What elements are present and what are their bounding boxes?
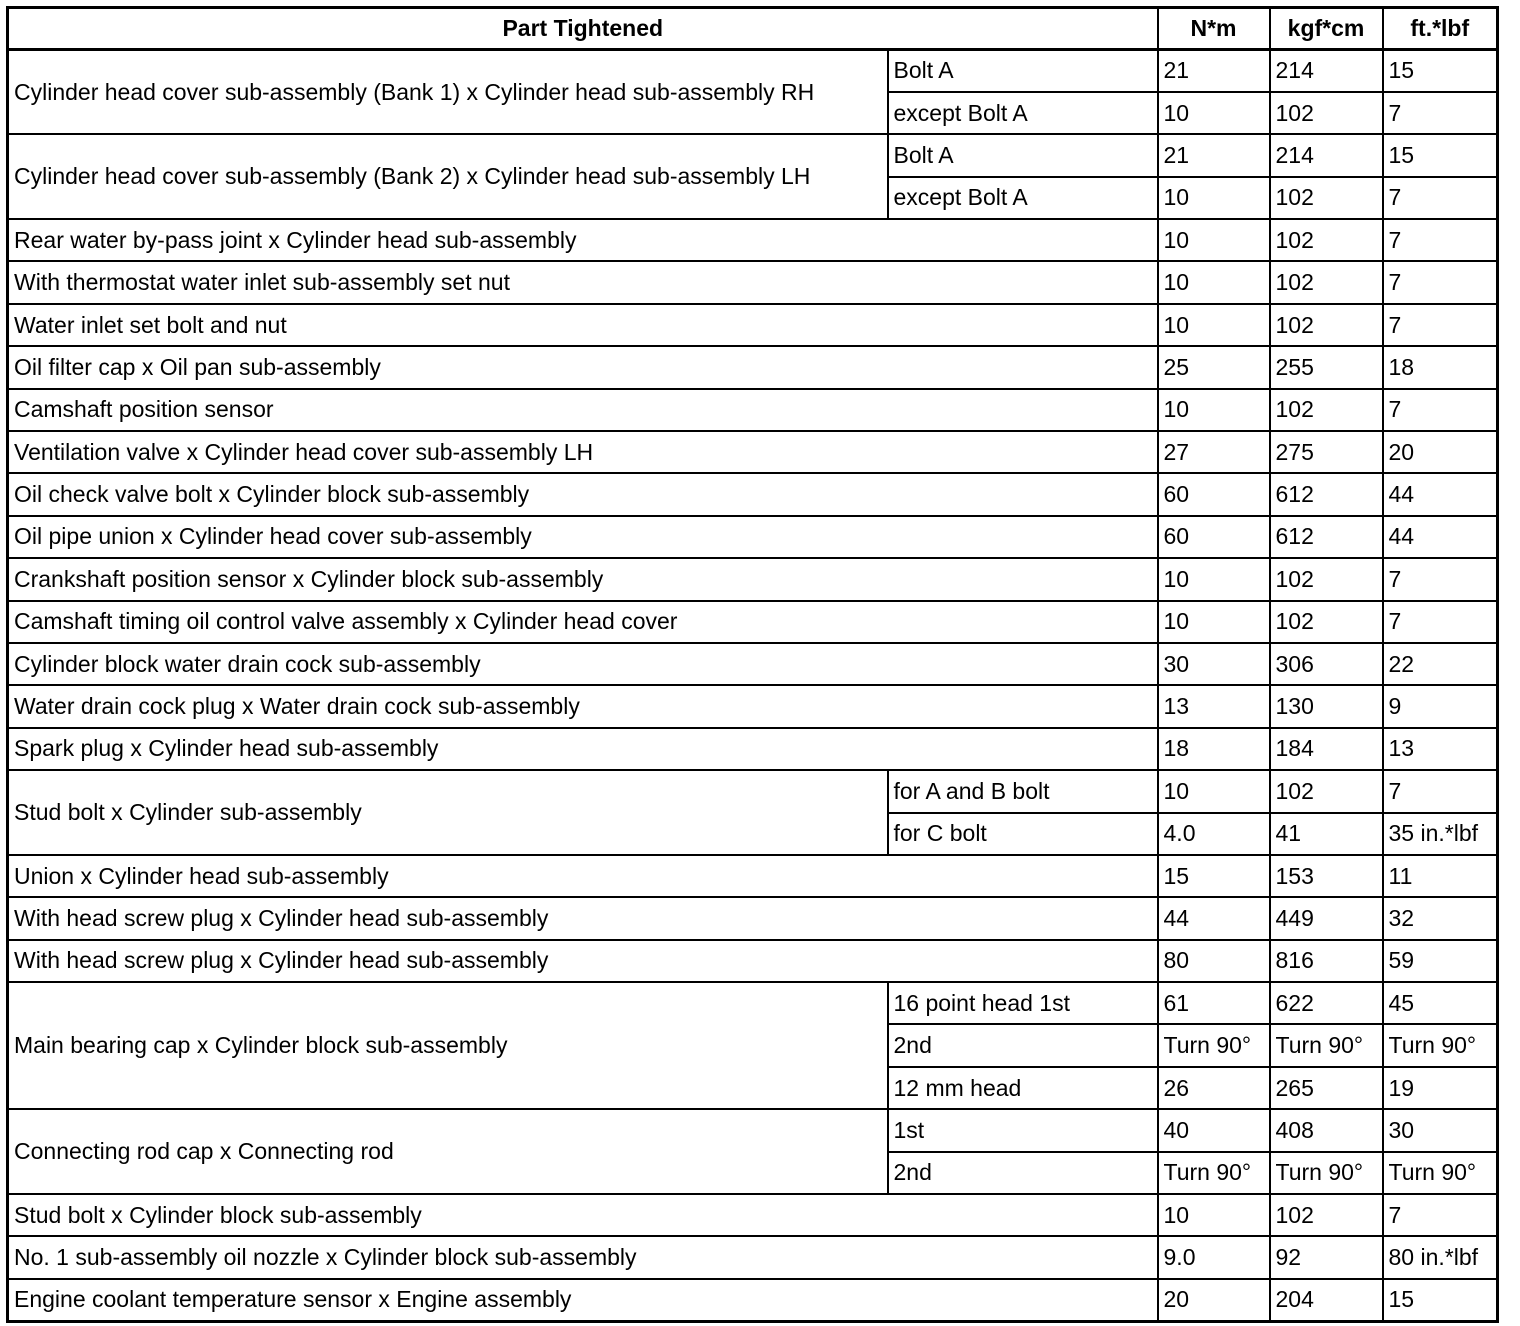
sub-part-cell: except Bolt A (888, 92, 1158, 134)
part-name-cell: Camshaft timing oil control valve assembly x Cylinder head cover (8, 601, 1158, 643)
kgf-cm-value-cell: 275 (1270, 431, 1383, 473)
table-row (8, 134, 1498, 176)
table-row (8, 219, 1498, 261)
nm-value-cell: 21 (1158, 50, 1270, 92)
nm-value-cell: 10 (1158, 177, 1270, 219)
nm-value-cell: 10 (1158, 261, 1270, 303)
ft-lbf-value-cell: 7 (1383, 389, 1498, 431)
part-name-cell: With head screw plug x Cylinder head sub-assembly (8, 940, 1158, 982)
kgf-cm-value-cell: 102 (1270, 304, 1383, 346)
ft-lbf-value-cell: 7 (1383, 261, 1498, 303)
ft-lbf-value-cell: 44 (1383, 516, 1498, 558)
kgf-cm-value-cell: Turn 90° (1270, 1152, 1383, 1194)
table-row (8, 897, 1498, 939)
kgf-cm-value-cell: 102 (1270, 92, 1383, 134)
header-kgf-cm: kgf*cm (1270, 8, 1383, 50)
sub-part-cell: 1st (888, 1109, 1158, 1151)
nm-value-cell: Turn 90° (1158, 1024, 1270, 1066)
ft-lbf-value-cell: 15 (1383, 50, 1498, 92)
kgf-cm-value-cell: 408 (1270, 1109, 1383, 1151)
part-name-cell: Ventilation valve x Cylinder head cover sub-assembly LH (8, 431, 1158, 473)
table-row (8, 982, 1498, 1024)
ft-lbf-value-cell: Turn 90° (1383, 1024, 1498, 1066)
torque-spec-table (6, 6, 1499, 1323)
nm-value-cell: 61 (1158, 982, 1270, 1024)
table-row (8, 940, 1498, 982)
part-name-cell: With head screw plug x Cylinder head sub-assembly (8, 897, 1158, 939)
kgf-cm-value-cell: 816 (1270, 940, 1383, 982)
ft-lbf-value-cell: 9 (1383, 685, 1498, 727)
ft-lbf-value-cell: 19 (1383, 1067, 1498, 1109)
table-row (8, 643, 1498, 685)
ft-lbf-value-cell: 20 (1383, 431, 1498, 473)
ft-lbf-value-cell: 7 (1383, 601, 1498, 643)
header-ft-lbf: ft.*lbf (1383, 8, 1498, 50)
table-row (8, 1194, 1498, 1236)
nm-value-cell: 10 (1158, 304, 1270, 346)
part-name-cell: Oil check valve bolt x Cylinder block sub-assembly (8, 473, 1158, 515)
ft-lbf-value-cell: 44 (1383, 473, 1498, 515)
kgf-cm-value-cell: 102 (1270, 558, 1383, 600)
nm-value-cell: 18 (1158, 728, 1270, 770)
kgf-cm-value-cell: Turn 90° (1270, 1024, 1383, 1066)
table-row (8, 473, 1498, 515)
kgf-cm-value-cell: 102 (1270, 1194, 1383, 1236)
sub-part-cell: 16 point head 1st (888, 982, 1158, 1024)
nm-value-cell: 4.0 (1158, 813, 1270, 855)
part-name-cell: Engine coolant temperature sensor x Engine assembly (8, 1279, 1158, 1321)
nm-value-cell: 20 (1158, 1279, 1270, 1321)
sub-part-cell: 2nd (888, 1152, 1158, 1194)
nm-value-cell: 15 (1158, 855, 1270, 897)
part-name-cell: Oil filter cap x Oil pan sub-assembly (8, 346, 1158, 388)
part-name-cell: Spark plug x Cylinder head sub-assembly (8, 728, 1158, 770)
nm-value-cell: 10 (1158, 770, 1270, 812)
table-row (8, 601, 1498, 643)
kgf-cm-value-cell: 622 (1270, 982, 1383, 1024)
part-name-cell: Stud bolt x Cylinder sub-assembly (8, 770, 888, 855)
table-row (8, 431, 1498, 473)
ft-lbf-value-cell: 22 (1383, 643, 1498, 685)
nm-value-cell: 10 (1158, 219, 1270, 261)
table-row (8, 516, 1498, 558)
kgf-cm-value-cell: 153 (1270, 855, 1383, 897)
kgf-cm-value-cell: 102 (1270, 601, 1383, 643)
ft-lbf-value-cell: 32 (1383, 897, 1498, 939)
kgf-cm-value-cell: 130 (1270, 685, 1383, 727)
header-part-tightened: Part Tightened (8, 8, 1158, 50)
ft-lbf-value-cell: 18 (1383, 346, 1498, 388)
table-row (8, 1109, 1498, 1151)
kgf-cm-value-cell: 204 (1270, 1279, 1383, 1321)
part-name-cell: Cylinder block water drain cock sub-assembly (8, 643, 1158, 685)
table-row (8, 389, 1498, 431)
sub-part-cell: for C bolt (888, 813, 1158, 855)
table-row (8, 346, 1498, 388)
ft-lbf-value-cell: 35 in.*lbf (1383, 813, 1498, 855)
part-name-cell: Cylinder head cover sub-assembly (Bank 1) x Cylinder head sub-assembly RH (8, 50, 888, 135)
kgf-cm-value-cell: 265 (1270, 1067, 1383, 1109)
nm-value-cell: 9.0 (1158, 1236, 1270, 1278)
ft-lbf-value-cell: 7 (1383, 304, 1498, 346)
sub-part-cell: for A and B bolt (888, 770, 1158, 812)
part-name-cell: Rear water by-pass joint x Cylinder head sub-assembly (8, 219, 1158, 261)
table-row (8, 261, 1498, 303)
sub-part-cell: 12 mm head (888, 1067, 1158, 1109)
nm-value-cell: 44 (1158, 897, 1270, 939)
table-row (8, 304, 1498, 346)
kgf-cm-value-cell: 214 (1270, 134, 1383, 176)
table-row (8, 558, 1498, 600)
kgf-cm-value-cell: 102 (1270, 261, 1383, 303)
table-row (8, 1236, 1498, 1278)
part-name-cell: Water inlet set bolt and nut (8, 304, 1158, 346)
kgf-cm-value-cell: 102 (1270, 177, 1383, 219)
ft-lbf-value-cell: 11 (1383, 855, 1498, 897)
table-row (8, 770, 1498, 812)
nm-value-cell: 10 (1158, 1194, 1270, 1236)
ft-lbf-value-cell: 7 (1383, 177, 1498, 219)
nm-value-cell: 30 (1158, 643, 1270, 685)
nm-value-cell: 10 (1158, 558, 1270, 600)
part-name-cell: Water drain cock plug x Water drain cock sub-assembly (8, 685, 1158, 727)
ft-lbf-value-cell: 7 (1383, 558, 1498, 600)
ft-lbf-value-cell: 45 (1383, 982, 1498, 1024)
table-row (8, 50, 1498, 92)
nm-value-cell: 10 (1158, 92, 1270, 134)
header-nm: N*m (1158, 8, 1270, 50)
header-row (8, 8, 1498, 50)
ft-lbf-value-cell: Turn 90° (1383, 1152, 1498, 1194)
ft-lbf-value-cell: 15 (1383, 134, 1498, 176)
sub-part-cell: 2nd (888, 1024, 1158, 1066)
nm-value-cell: 60 (1158, 473, 1270, 515)
part-name-cell: Camshaft position sensor (8, 389, 1158, 431)
kgf-cm-value-cell: 102 (1270, 219, 1383, 261)
part-name-cell: Main bearing cap x Cylinder block sub-assembly (8, 982, 888, 1109)
part-name-cell: Cylinder head cover sub-assembly (Bank 2) x Cylinder head sub-assembly LH (8, 134, 888, 219)
nm-value-cell: 10 (1158, 601, 1270, 643)
nm-value-cell: 26 (1158, 1067, 1270, 1109)
kgf-cm-value-cell: 255 (1270, 346, 1383, 388)
nm-value-cell: 21 (1158, 134, 1270, 176)
table-row (8, 728, 1498, 770)
nm-value-cell: 13 (1158, 685, 1270, 727)
part-name-cell: Union x Cylinder head sub-assembly (8, 855, 1158, 897)
kgf-cm-value-cell: 306 (1270, 643, 1383, 685)
kgf-cm-value-cell: 449 (1270, 897, 1383, 939)
nm-value-cell: Turn 90° (1158, 1152, 1270, 1194)
nm-value-cell: 27 (1158, 431, 1270, 473)
nm-value-cell: 25 (1158, 346, 1270, 388)
table-row (8, 855, 1498, 897)
kgf-cm-value-cell: 41 (1270, 813, 1383, 855)
kgf-cm-value-cell: 214 (1270, 50, 1383, 92)
kgf-cm-value-cell: 102 (1270, 389, 1383, 431)
ft-lbf-value-cell: 7 (1383, 219, 1498, 261)
nm-value-cell: 60 (1158, 516, 1270, 558)
nm-value-cell: 80 (1158, 940, 1270, 982)
ft-lbf-value-cell: 7 (1383, 92, 1498, 134)
nm-value-cell: 40 (1158, 1109, 1270, 1151)
sub-part-cell: except Bolt A (888, 177, 1158, 219)
kgf-cm-value-cell: 612 (1270, 473, 1383, 515)
ft-lbf-value-cell: 13 (1383, 728, 1498, 770)
part-name-cell: Stud bolt x Cylinder block sub-assembly (8, 1194, 1158, 1236)
ft-lbf-value-cell: 7 (1383, 770, 1498, 812)
table-row (8, 1279, 1498, 1321)
kgf-cm-value-cell: 92 (1270, 1236, 1383, 1278)
part-name-cell: Oil pipe union x Cylinder head cover sub-assembly (8, 516, 1158, 558)
kgf-cm-value-cell: 102 (1270, 770, 1383, 812)
table-row (8, 685, 1498, 727)
nm-value-cell: 10 (1158, 389, 1270, 431)
part-name-cell: Connecting rod cap x Connecting rod (8, 1109, 888, 1194)
sub-part-cell: Bolt A (888, 134, 1158, 176)
ft-lbf-value-cell: 7 (1383, 1194, 1498, 1236)
ft-lbf-value-cell: 15 (1383, 1279, 1498, 1321)
part-name-cell: With thermostat water inlet sub-assembly set nut (8, 261, 1158, 303)
part-name-cell: Crankshaft position sensor x Cylinder block sub-assembly (8, 558, 1158, 600)
ft-lbf-value-cell: 80 in.*lbf (1383, 1236, 1498, 1278)
ft-lbf-value-cell: 30 (1383, 1109, 1498, 1151)
ft-lbf-value-cell: 59 (1383, 940, 1498, 982)
kgf-cm-value-cell: 184 (1270, 728, 1383, 770)
sub-part-cell: Bolt A (888, 50, 1158, 92)
part-name-cell: No. 1 sub-assembly oil nozzle x Cylinder block sub-assembly (8, 1236, 1158, 1278)
kgf-cm-value-cell: 612 (1270, 516, 1383, 558)
